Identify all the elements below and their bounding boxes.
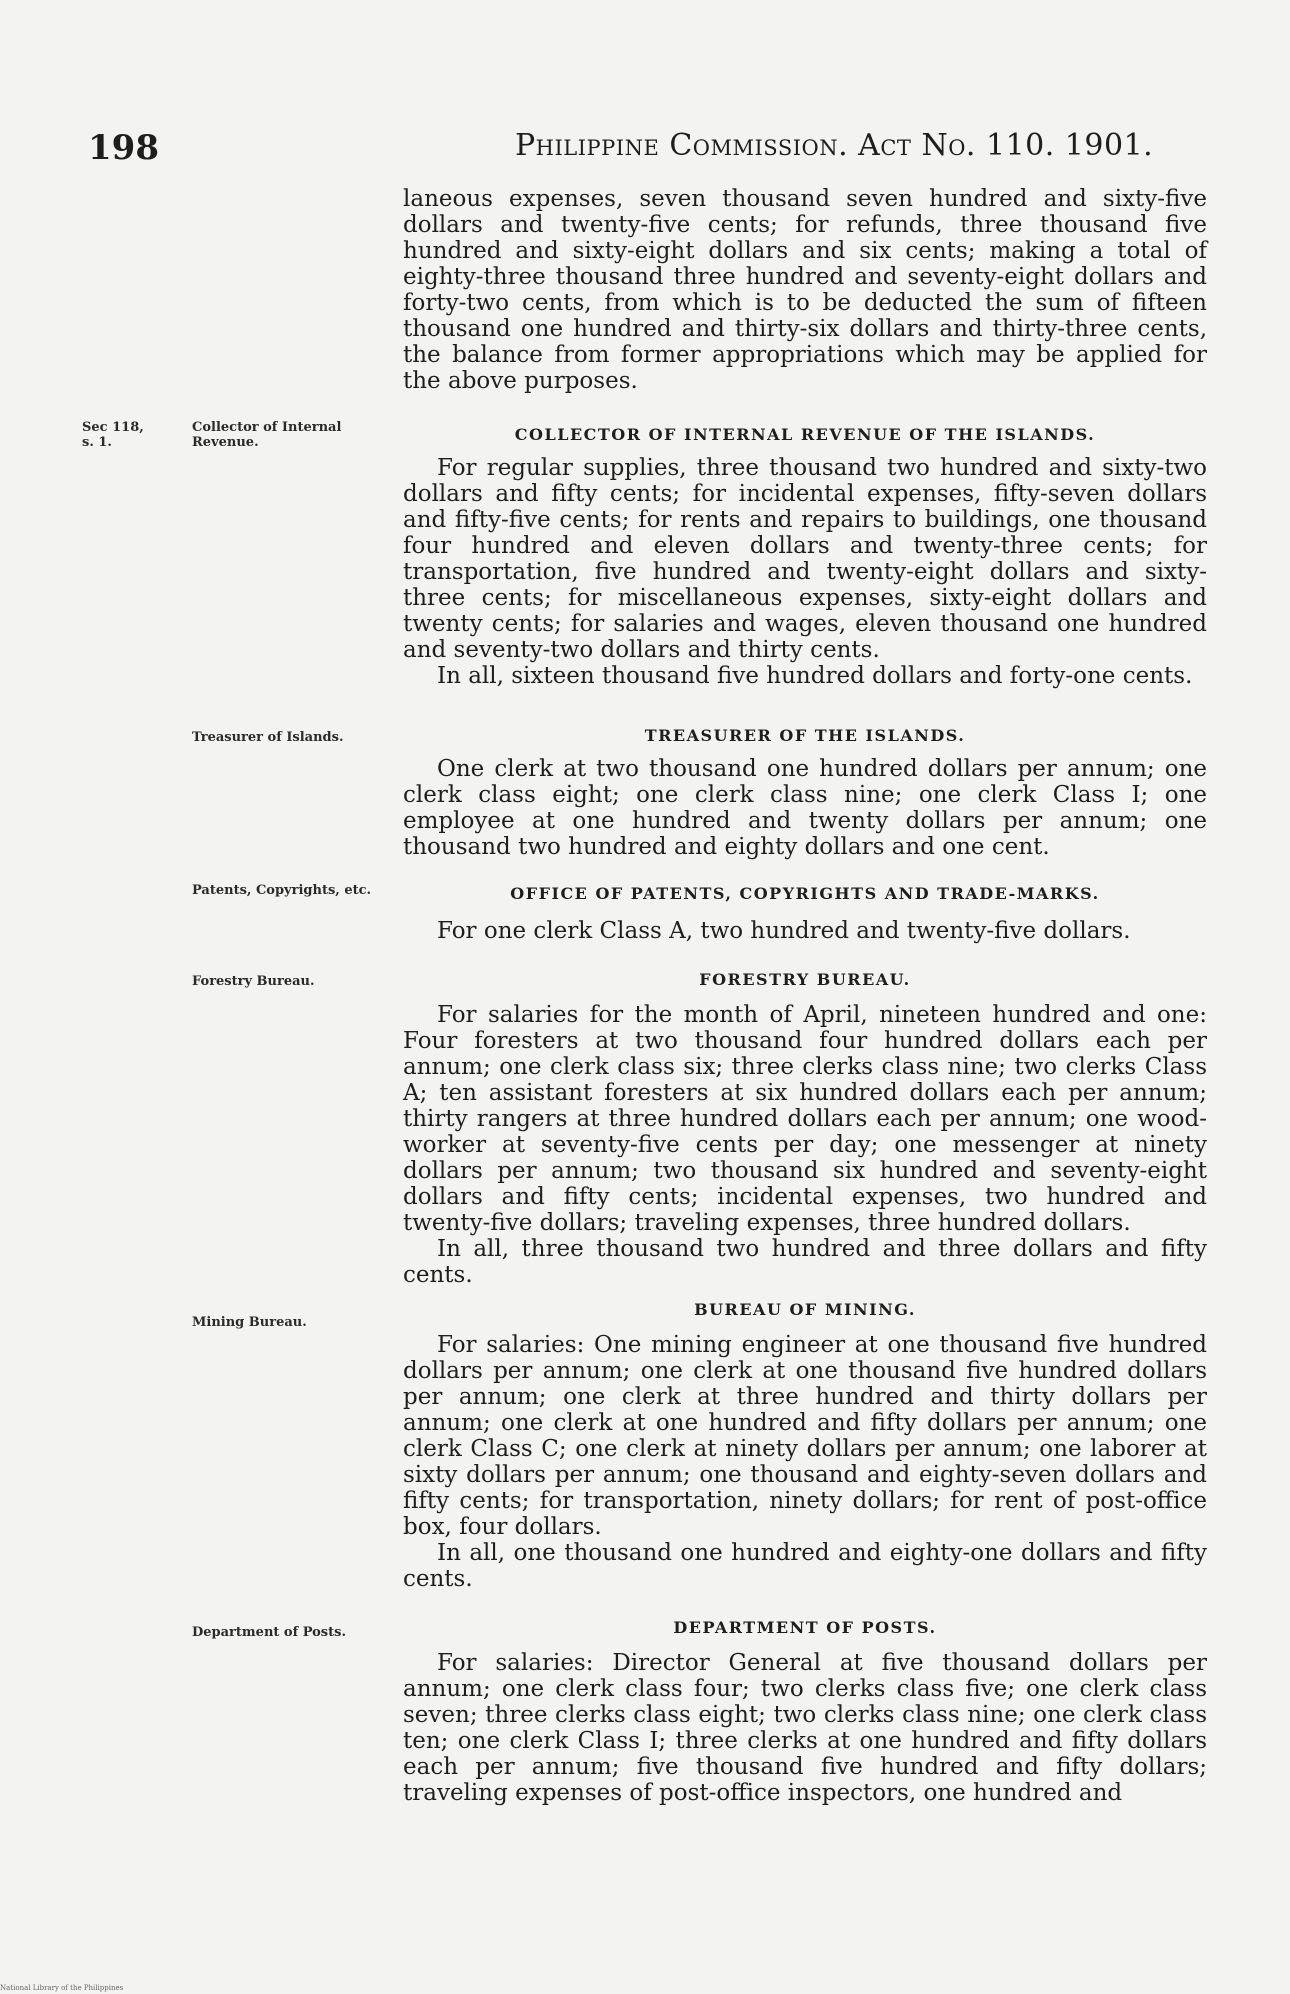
collector-heading: COLLECTOR OF INTERNAL REVENUE OF THE ISLANDS. <box>514 425 1096 444</box>
margin-note-treasurer: Treasurer of Islands. <box>192 730 344 745</box>
running-head: Philippine Commission. Act No. 110. 1901. <box>515 128 1154 163</box>
margin-note-collector: Collector of Internal Revenue. <box>192 420 342 450</box>
treasurer-paragraph-1: One clerk at two thousand one hundred dollars per annum; one clerk class eight; one clerk class nine; one clerk Class I; one employee at one hundred and twenty dollars per annum; one thousand two hundred and eighty dollars and one cent. <box>403 756 1207 860</box>
margin-note-patents: Patents, Copyrights, etc. <box>192 883 372 898</box>
patents-block <box>403 918 1207 944</box>
page-number: 198 <box>88 128 159 168</box>
margin-note-sec-ref: Sec 118, s. 1. <box>82 420 144 450</box>
forestry-heading: FORESTRY BUREAU. <box>699 970 911 989</box>
intro-paragraph-block <box>403 186 1207 394</box>
footer-credit: National Library of the Philippines <box>0 1984 124 1992</box>
patents-heading: OFFICE OF PATENTS, COPYRIGHTS AND TRADE-MARKS. <box>510 884 1100 903</box>
mining-paragraph-2: In all, one thousand one hundred and eighty-one dollars and fifty cents. <box>403 1540 1207 1592</box>
posts-heading: DEPARTMENT OF POSTS. <box>673 1618 937 1637</box>
margin-note-posts: Department of Posts. <box>192 1625 346 1640</box>
forestry-block <box>403 1002 1207 1288</box>
margin-note-forestry: Forestry Bureau. <box>192 974 315 989</box>
collector-paragraph-1: For regular supplies, three thousand two hundred and sixty-two dollars and fifty cents; for incidental expenses, fifty-seven dollars and fifty-five cents; for rents and repairs to buildings, one thousand four hundred and eleven dollars and twenty-three cents; for transportation, five hundred and twenty-eight dollars and sixty-three cents; for miscellaneous expenses, sixty-eight dollars and twenty cents; for salaries and wages, eleven thousand one hundred and seventy-two dollars and thirty cents. <box>403 455 1207 663</box>
collector-block <box>403 455 1207 689</box>
patents-paragraph-1: For one clerk Class A, two hundred and twenty-five dollars. <box>437 918 1131 944</box>
forestry-paragraph-1: For salaries for the month of April, nineteen hundred and one: Four foresters at two thousand four hundred dollars each per annum; one clerk class six; three clerks class nine; two clerks Class A; ten assistant foresters at six hundred dollars each per annum; thirty rangers at three hundred dollars each per annum; one wood-worker at seventy-five cents per day; one messenger at ninety dollars per annum; two thousand six hundred and seventy-eight dollars and fifty cents; incidental expenses, two hundred and twenty-five dollars; traveling expenses, three hundred dollars. <box>403 1002 1207 1236</box>
intro-paragraph: laneous expenses, seven thousand seven hundred and sixty-five dollars and twenty-five cents; for refunds, three thousand five hundred and sixty-eight dollars and six cents; making a total of eighty-three thousand three hundred and seventy-eight dollars and forty-two cents, from which is to be deducted the sum of fifteen thousand one hundred and thirty-six dollars and thirty-three cents, the balance from former appropriations which may be applied for the above purposes. <box>403 186 1207 394</box>
posts-block <box>403 1650 1207 1806</box>
posts-paragraph-1: For salaries: Director General at five thousand dollars per annum; one clerk class four; two clerks class five; one clerk class seven; three clerks class eight; two clerks class nine; one clerk class ten; one clerk Class I; three clerks at one hundred and fifty dollars each per annum; five thousand five hundred and fifty dollars; traveling expenses of post-office inspectors, one hundred and <box>403 1650 1207 1806</box>
collector-paragraph-2: In all, sixteen thousand five hundred dollars and forty-one cents. <box>437 663 1193 689</box>
treasurer-heading: TREASURER OF THE ISLANDS. <box>644 726 966 745</box>
margin-note-mining: Mining Bureau. <box>192 1315 307 1330</box>
mining-paragraph-1: For salaries: One mining engineer at one thousand five hundred dollars per annum; one clerk at one thousand five hundred dollars per annum; one clerk at three hundred and thirty dollars per annum; one clerk at one hundred and fifty dollars per annum; one clerk Class C; one clerk at ninety dollars per annum; one laborer at sixty dollars per annum; one thousand and eighty-seven dollars and fifty cents; for transportation, ninety dollars; for rent of post-office box, four dollars. <box>403 1332 1207 1540</box>
mining-block <box>403 1332 1207 1592</box>
forestry-paragraph-2: In all, three thousand two hundred and three dollars and fifty cents. <box>403 1236 1207 1288</box>
mining-heading: BUREAU OF MINING. <box>694 1300 916 1319</box>
treasurer-block <box>403 756 1207 860</box>
